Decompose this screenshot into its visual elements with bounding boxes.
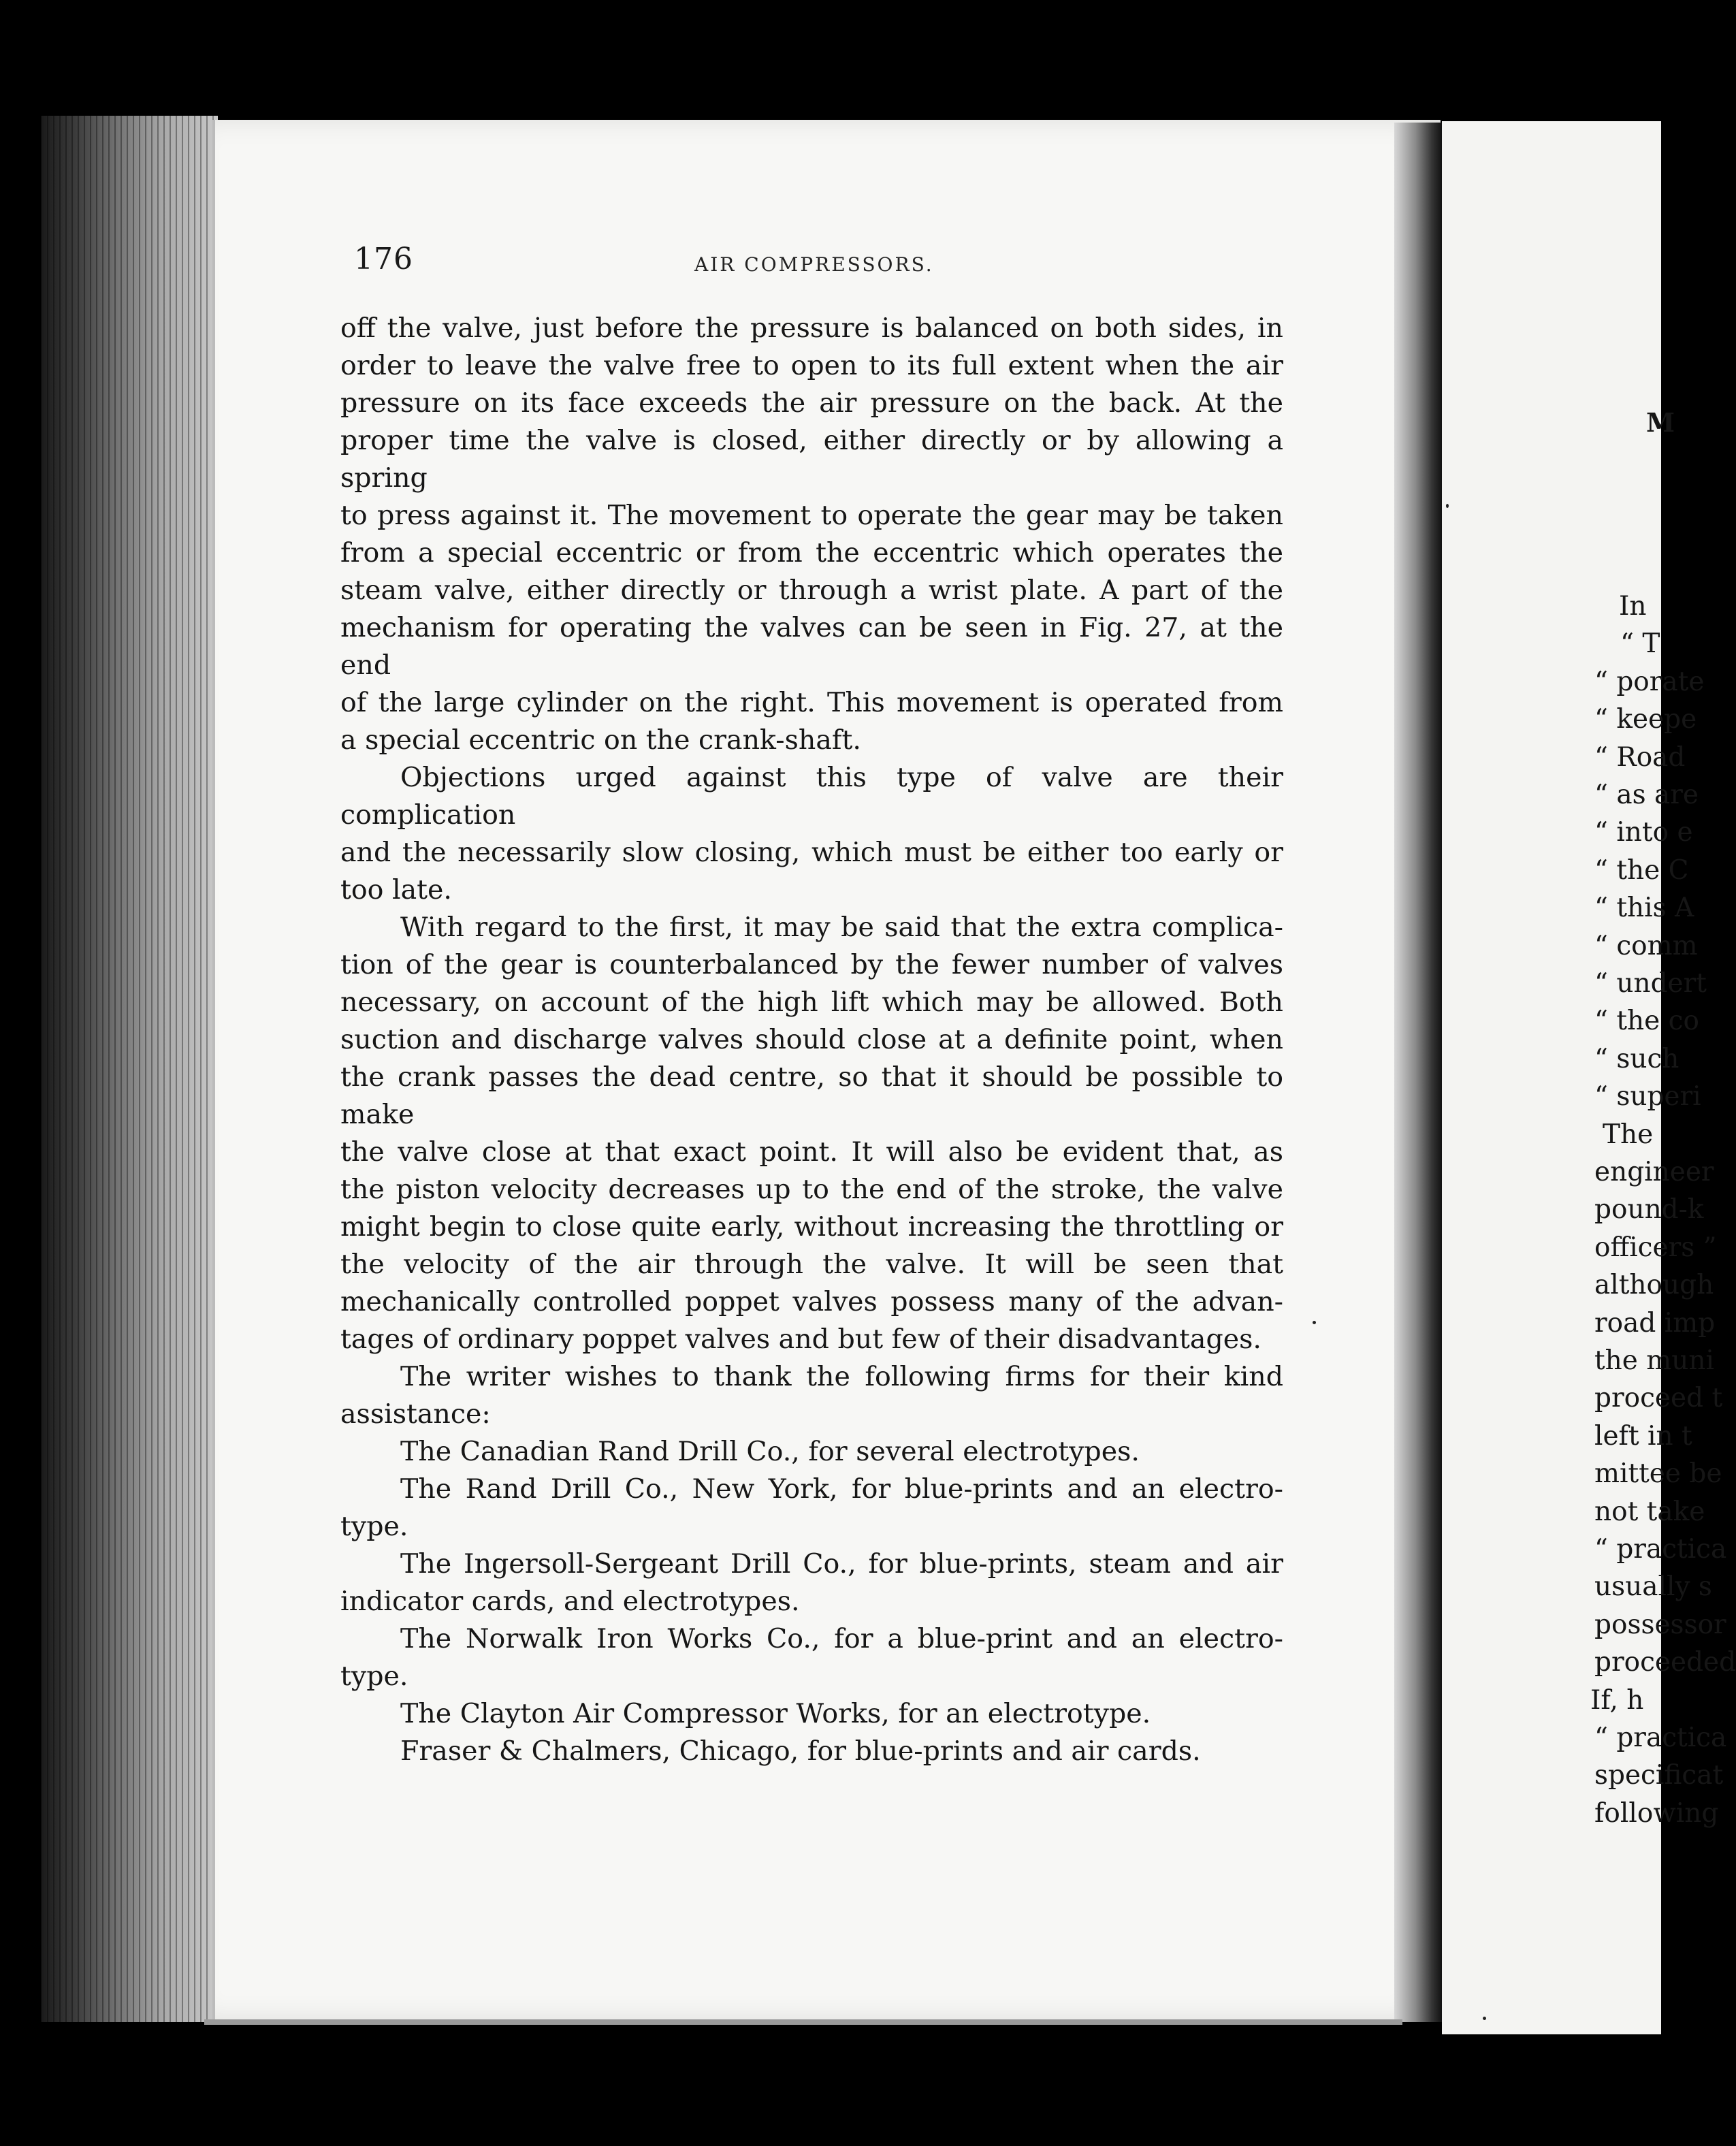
right-page-line: pound-k [1594, 1194, 1704, 1226]
right-page-line: “ porate [1594, 666, 1705, 697]
body-line: of the large cylinder on the right. This movement is operated from [340, 687, 1283, 718]
right-page-line: mittee be [1594, 1458, 1722, 1490]
right-page-line: “ this A [1594, 893, 1694, 924]
body-text [340, 310, 1283, 1770]
right-page-line: “ the co [1594, 1006, 1699, 1037]
right-page-line: usually s [1594, 1571, 1712, 1603]
right-page-line: “ superi [1594, 1081, 1701, 1112]
right-page-line: “ undert [1594, 968, 1707, 999]
right-page-line: If, h [1590, 1684, 1644, 1716]
right-page-line: following [1594, 1797, 1719, 1829]
right-page-line: possessor [1594, 1609, 1726, 1640]
body-line: mechanism for operating the valves can be seen in Fig. 27, at the end [340, 612, 1283, 681]
body-line: proper time the valve is closed, either directly or by allowing a spring [340, 425, 1283, 494]
right-page-line: “ practica [1594, 1534, 1727, 1565]
body-line: too late. [340, 874, 452, 906]
scan-speck [1483, 2017, 1486, 2020]
right-page-line: “ such [1594, 1043, 1679, 1074]
right-page-line: proceeded [1594, 1647, 1736, 1678]
book-gutter [1394, 123, 1442, 2022]
body-line: the crank passes the dead centre, so that it should be possible to make [340, 1061, 1283, 1130]
body-line: off the valve, just before the pressure is balanced on both sides, in [340, 313, 1283, 344]
body-line: tion of the gear is counterbalanced by the fewer number of valves [340, 949, 1283, 980]
acknowledgement-line: Fraser & Chalmers, Chicago, for blue-prints and air cards. [400, 1735, 1201, 1767]
acknowledgement-line: The Norwalk Iron Works Co., for a blue-print and an electro- [400, 1623, 1283, 1654]
body-line: tages of ordinary poppet valves and but few of their disadvantages. [340, 1324, 1261, 1355]
right-page-line: road imp [1594, 1307, 1716, 1339]
body-line: The writer wishes to thank the following firms for their kind [400, 1361, 1283, 1392]
body-line: and the necessarily slow closing, which must be either too early or [340, 837, 1283, 868]
right-page-line: officers ” [1594, 1232, 1717, 1263]
right-page-line: “ as are [1594, 780, 1699, 810]
acknowledgement-line: The Rand Drill Co., New York, for blue-prints and an electro- [400, 1473, 1283, 1505]
book-page-edges [41, 116, 218, 2022]
acknowledgement-line: The Ingersoll-Sergeant Drill Co., for blue-prints, steam and air [400, 1548, 1283, 1580]
acknowledgement-line: The Clayton Air Compressor Works, for an electrotype. [400, 1698, 1151, 1729]
scan-speck [1446, 504, 1449, 508]
acknowledgement-line: type. [340, 1511, 408, 1542]
body-line: pressure on its face exceeds the air pressure on the back. At the [340, 387, 1283, 419]
page-bottom-edge [204, 2019, 1402, 2025]
acknowledgement-line: indicator cards, and electrotypes. [340, 1586, 800, 1617]
body-line: to press against it. The movement to operate the gear may be taken [340, 500, 1283, 531]
body-line: from a special eccentric or from the eccentric which operates the [340, 537, 1283, 568]
right-page-line: not take [1594, 1496, 1705, 1527]
running-head: AIR COMPRESSORS. [694, 253, 934, 276]
body-line: mechanically controlled poppet valves possess many of the advan- [340, 1286, 1283, 1317]
right-page-line: The [1603, 1119, 1654, 1150]
body-line: assistance: [340, 1398, 491, 1430]
acknowledgement-line: The Canadian Rand Drill Co., for several electrotypes. [400, 1436, 1140, 1467]
right-page-line: “ practica [1594, 1723, 1727, 1753]
right-page-line: left in t [1594, 1420, 1692, 1452]
right-page-text [1442, 0, 1736, 2146]
right-page-heading-fragment: M [1646, 407, 1675, 438]
scan-speck [1313, 1321, 1316, 1324]
body-line: steam valve, either directly or through a wrist plate. A part of the [340, 575, 1283, 606]
body-line: might begin to close quite early, without increasing the throttling or [340, 1211, 1283, 1243]
body-line: Objections urged against this type of valve are their complication [340, 762, 1283, 831]
body-line: necessary, on account of the high lift which may be allowed. Both [340, 987, 1283, 1018]
right-page-line: “ the C [1594, 854, 1689, 886]
body-line: the velocity of the air through the valve. It will be seen that [340, 1249, 1283, 1280]
page-number: 176 [354, 242, 413, 276]
right-page-line: “ T [1620, 628, 1660, 660]
right-page-line: “ Road [1594, 741, 1686, 773]
right-page-line: engineer [1594, 1157, 1714, 1187]
body-line: order to leave the valve free to open to its full extent when the air [340, 350, 1283, 381]
body-line: With regard to the first, it may be said that the extra complica- [400, 912, 1283, 943]
body-line: a special eccentric on the crank-shaft. [340, 724, 861, 756]
right-page-line: although [1594, 1270, 1714, 1301]
right-page-line: In [1619, 591, 1647, 622]
right-page-line: “ keepe [1594, 704, 1697, 735]
body-line: the piston velocity decreases up to the end of the stroke, the valve [340, 1174, 1283, 1205]
body-line: suction and discharge valves should close at a definite point, when [340, 1024, 1283, 1055]
body-line: the valve close at that exact point. It will also be evident that, as [340, 1136, 1283, 1168]
acknowledgement-line: type. [340, 1661, 408, 1692]
right-page-line: “ into e [1594, 817, 1693, 848]
right-page-line: the muni [1594, 1345, 1714, 1376]
right-page-line: specificat [1594, 1760, 1724, 1791]
right-page-line: “ comm [1594, 930, 1698, 961]
right-page-line: proceed t [1594, 1383, 1723, 1414]
